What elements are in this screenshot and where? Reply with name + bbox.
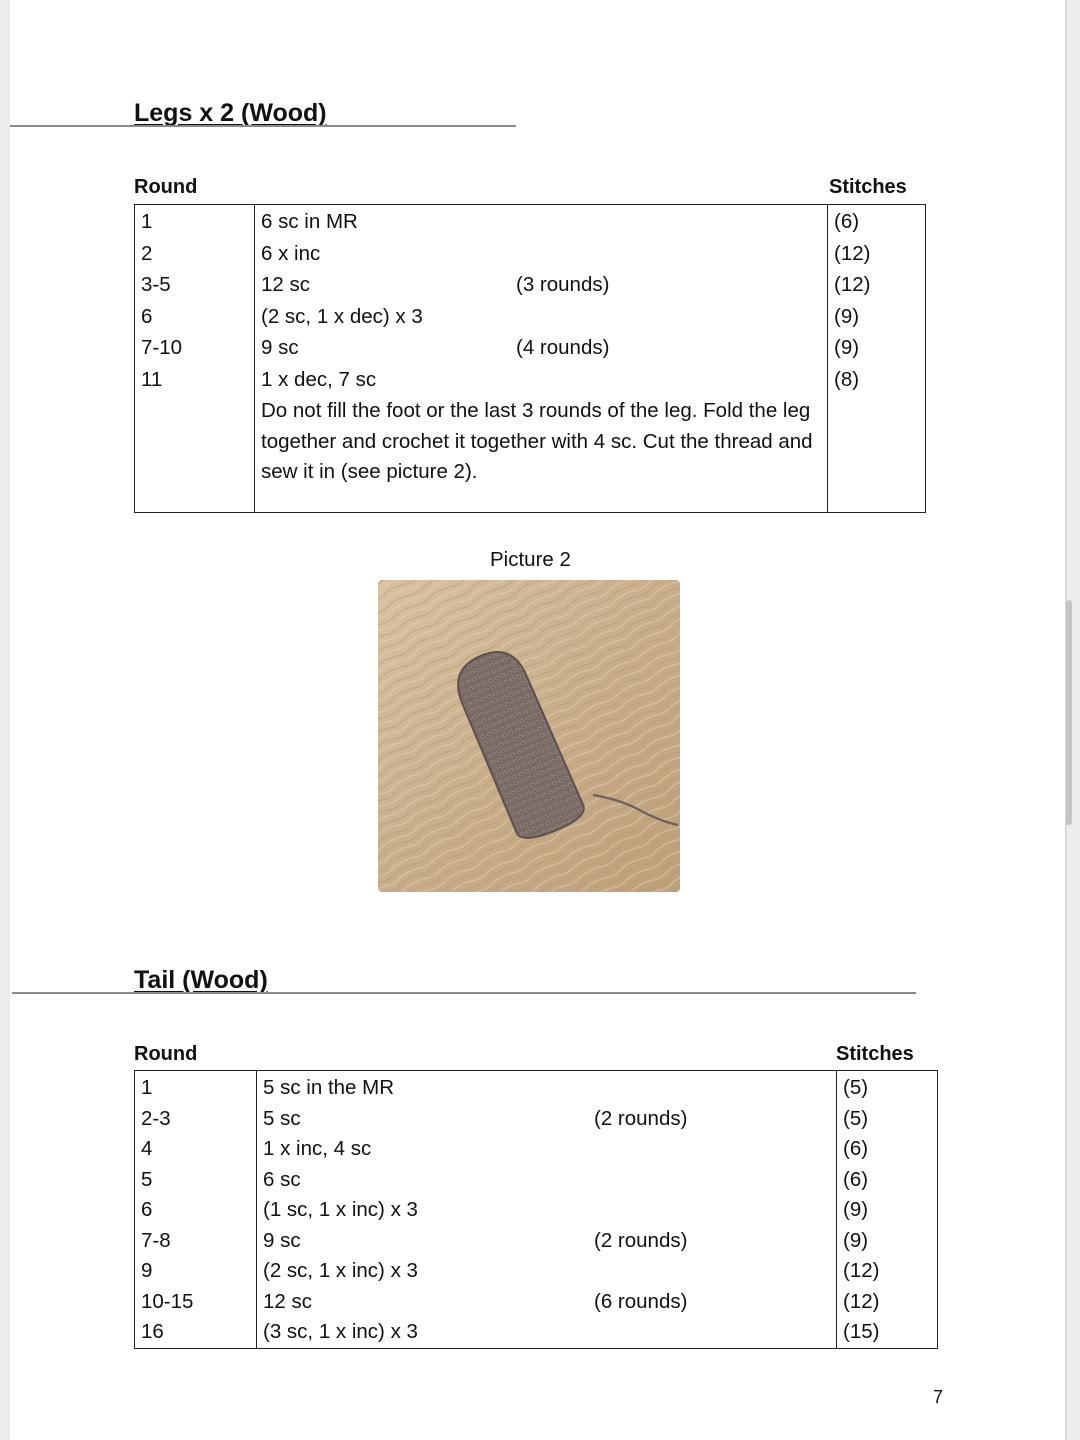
table-row bbox=[135, 239, 926, 270]
round-number: 6 bbox=[141, 1198, 153, 1221]
instruction-text: 1 x dec, 7 sc bbox=[261, 367, 377, 391]
stitch-count: (5) bbox=[843, 1106, 869, 1130]
stitch-count: (8) bbox=[834, 367, 860, 391]
tail-section-title: Tail (Wood) bbox=[134, 966, 268, 994]
round-number: 3-5 bbox=[141, 273, 171, 297]
stitch-count: (12) bbox=[834, 273, 871, 297]
instruction-text: 12 sc bbox=[263, 1289, 312, 1313]
round-number: 5 bbox=[141, 1167, 153, 1191]
stitch-count: (9) bbox=[843, 1198, 869, 1221]
instruction-text: 6 sc bbox=[263, 1167, 301, 1191]
picture-caption: Picture 2 bbox=[490, 548, 571, 571]
round-number: 1 bbox=[141, 1076, 153, 1099]
tail-stitches-header: Stitches bbox=[836, 1043, 914, 1065]
rounds-note: (4 rounds) bbox=[516, 336, 610, 360]
stitch-count: (9) bbox=[834, 336, 860, 360]
instruction-text: (3 sc, 1 x inc) x 3 bbox=[263, 1320, 418, 1343]
stitch-count: (5) bbox=[843, 1076, 869, 1099]
table-row bbox=[135, 1071, 938, 1104]
legs-round-header: Round bbox=[134, 176, 198, 198]
stitch-count: (6) bbox=[843, 1137, 869, 1160]
legs-title-rule bbox=[10, 125, 516, 127]
stitch-count: (9) bbox=[843, 1228, 869, 1252]
instruction-text: 9 sc bbox=[261, 336, 299, 360]
round-number: 9 bbox=[141, 1259, 153, 1282]
round-number: 7-10 bbox=[141, 336, 183, 360]
round-number: 6 bbox=[141, 304, 153, 328]
rounds-note: (3 rounds) bbox=[516, 273, 610, 297]
table-row bbox=[135, 1287, 938, 1318]
tail-round-header: Round bbox=[134, 1043, 198, 1065]
stitch-count: (12) bbox=[834, 241, 871, 265]
instruction-text: (1 sc, 1 x inc) x 3 bbox=[263, 1198, 418, 1221]
instruction-text: (2 sc, 1 x dec) x 3 bbox=[261, 304, 423, 328]
table-row bbox=[135, 333, 926, 364]
table-row bbox=[135, 205, 926, 239]
table-row bbox=[135, 1195, 938, 1226]
round-number: 2 bbox=[141, 241, 153, 265]
instruction-text: (2 sc, 1 x inc) x 3 bbox=[263, 1259, 418, 1282]
stitch-count: (9) bbox=[834, 304, 860, 328]
table-row bbox=[135, 270, 926, 301]
instruction-text: 6 sc in MR bbox=[261, 210, 358, 233]
round-number: 11 bbox=[141, 367, 163, 391]
tail-title-rule bbox=[12, 992, 916, 994]
scrollbar-thumb[interactable] bbox=[1066, 600, 1072, 825]
crochet-leg-photo bbox=[378, 580, 680, 892]
legs-section-title: Legs x 2 (Wood) bbox=[134, 99, 327, 127]
tail-pattern-table bbox=[134, 1070, 938, 1349]
round-number: 2-3 bbox=[141, 1106, 171, 1130]
page-number: 7 bbox=[933, 1387, 944, 1407]
rounds-note: (6 rounds) bbox=[594, 1289, 688, 1313]
stitch-count: (12) bbox=[843, 1259, 880, 1282]
instruction-text: 5 sc bbox=[263, 1106, 301, 1130]
stitch-count: (12) bbox=[843, 1289, 880, 1313]
instruction-text: 1 x inc, 4 sc bbox=[263, 1137, 372, 1160]
round-number: 7-8 bbox=[141, 1228, 171, 1252]
stitch-count: (6) bbox=[843, 1167, 869, 1191]
rounds-note: (2 rounds) bbox=[594, 1228, 688, 1252]
instruction-text: 9 sc bbox=[263, 1228, 301, 1252]
table-row bbox=[135, 1165, 938, 1196]
legs-pattern-table bbox=[134, 204, 926, 513]
table-row bbox=[135, 365, 926, 397]
instruction-text: 12 sc bbox=[261, 273, 310, 297]
round-number: 4 bbox=[141, 1137, 153, 1160]
table-row bbox=[135, 1104, 938, 1135]
rounds-note: (2 rounds) bbox=[594, 1106, 688, 1130]
legs-stitches-header: Stitches bbox=[829, 176, 907, 198]
table-row bbox=[135, 396, 926, 513]
instruction-text: 6 x inc bbox=[261, 241, 321, 265]
round-number: 1 bbox=[141, 210, 153, 233]
instruction-text: 5 sc in the MR bbox=[263, 1076, 395, 1099]
table-row bbox=[135, 1317, 938, 1348]
round-number: 10-15 bbox=[141, 1289, 194, 1313]
stitch-count: (15) bbox=[843, 1320, 880, 1343]
stitch-count: (6) bbox=[834, 210, 860, 233]
table-row bbox=[135, 1134, 938, 1165]
table-row bbox=[135, 302, 926, 333]
table-row bbox=[135, 1256, 938, 1287]
table-row bbox=[135, 1226, 938, 1257]
finishing-instructions: Do not fill the foot or the last 3 rounds of the leg. Fold the leg together and crochet it together with 4 sc. Cut the thread and sew it in (see picture 2). bbox=[261, 399, 813, 483]
round-number: 16 bbox=[141, 1320, 164, 1343]
